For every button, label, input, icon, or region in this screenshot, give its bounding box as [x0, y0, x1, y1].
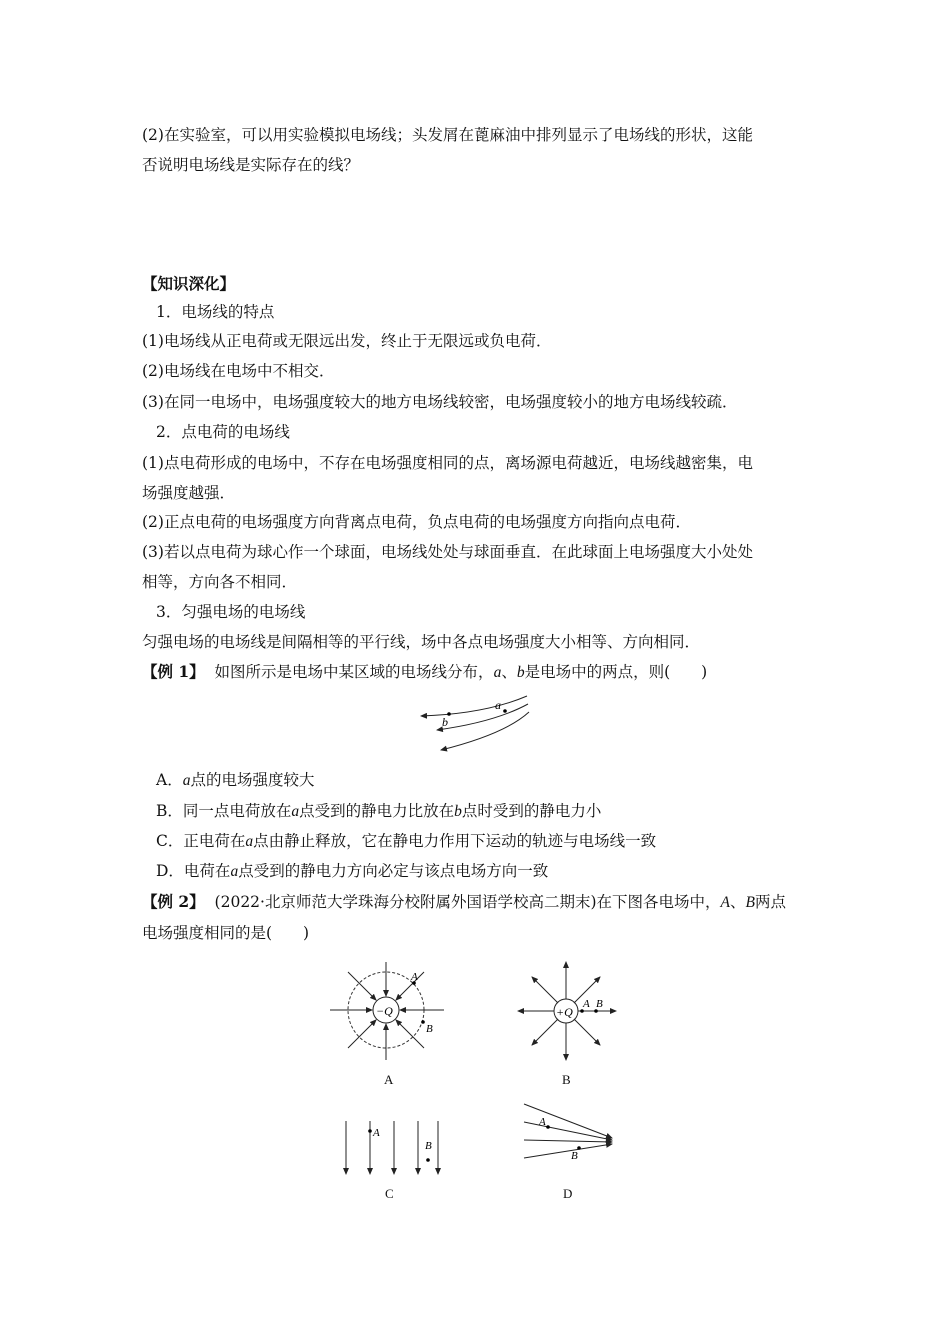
field-line-1	[524, 1104, 612, 1138]
field-line-4	[524, 1144, 612, 1158]
label-A: A	[539, 1116, 546, 1128]
label-A: A	[373, 1127, 380, 1139]
point-2-2: (2)正点电荷的电场强度方向背离点电荷，负点电荷的电场强度方向指向点电荷．	[142, 513, 691, 531]
point-A	[368, 1129, 372, 1133]
label-b: b	[442, 715, 448, 729]
label-B: B	[426, 1023, 433, 1035]
example-2-stem: 【例 2】 (2022·北京师范大学珠海分校附属外国语学校高二期末)在下图各电场中，A、B两点	[142, 892, 786, 911]
positive-charge-diagram	[510, 958, 628, 1064]
option-d[interactable]: D．电荷在a点受到的静电力方向必定与该点电场方向一致	[156, 862, 549, 880]
heading-2: 2．点电荷的电场线	[156, 423, 290, 441]
question-2-line-1: (2)在实验室，可以用实验模拟电场线；头发屑在蓖麻油中排列显示了电场线的形状，这能	[142, 126, 753, 144]
caption-a: A	[384, 1072, 394, 1087]
question-2-line-2: 否说明电场线是实际存在的线？	[142, 156, 360, 174]
example-1-tag: 【例 1】	[142, 662, 205, 681]
section-title: 【知识深化】	[142, 274, 236, 293]
example-2-source: (2022·北京师范大学珠海分校附属外国语学校高二期末)在下图各电场中，	[214, 893, 721, 911]
figure-c	[338, 1118, 448, 1180]
point-A	[546, 1125, 550, 1129]
field-line-top-right	[396, 972, 424, 1000]
point-B	[421, 1020, 425, 1024]
field-lines-diagram	[415, 692, 535, 754]
field-line-up-left	[532, 977, 558, 1003]
option-b[interactable]: B．同一点电荷放在a点受到的静电力比放在b点时受到的静电力小	[156, 802, 602, 820]
caption-d: D	[563, 1186, 573, 1201]
label-B: B	[425, 1140, 432, 1152]
charge-label: −Q	[376, 1004, 393, 1018]
heading-1: 1．电场线的特点	[156, 303, 275, 321]
figure-b	[510, 958, 628, 1064]
point-2-3a: (3)若以点电荷为球心作一个球面，电场线处处与球面垂直．在此球面上电场强度大小处处	[142, 543, 753, 561]
var-b: b	[516, 664, 525, 681]
caption-b: B	[562, 1072, 571, 1087]
point-1-3: (3)在同一电场中，电场强度较大的地方电场线较密，电场强度较小的地方电场线较疏．	[142, 393, 738, 411]
label-B: B	[596, 998, 603, 1010]
converging-field-diagram	[520, 1100, 620, 1168]
example-1-figure	[415, 692, 535, 754]
field-line-3	[441, 712, 529, 750]
option-c[interactable]: C．正电荷在a点由静止释放，它在静电力作用下运动的轨迹与电场线一致	[156, 832, 657, 850]
charge-label: +Q	[556, 1005, 573, 1019]
sep: 、	[501, 663, 517, 681]
uniform-field-diagram	[338, 1118, 448, 1180]
point-2-1a: (1)点电荷形成的电场中，不存在电场强度相同的点，离场源电荷越近，电场线越密集，电	[142, 454, 753, 472]
field-line-bottom-left	[348, 1020, 376, 1048]
example-1-stem-pre: 如图所示是电场中某区域的电场线分布，	[214, 663, 494, 681]
field-line-1	[421, 696, 527, 716]
example-2-tag: 【例 2】	[142, 892, 205, 911]
field-line-2	[524, 1122, 612, 1140]
heading-3: 3．匀强电场的电场线	[156, 603, 306, 621]
example-1-stem	[142, 661, 707, 684]
label-B: B	[571, 1150, 578, 1162]
field-line-3	[524, 1140, 612, 1142]
point-2-1b: 场强度越强．	[142, 484, 236, 502]
label-A: A	[411, 971, 418, 983]
field-line-down-right	[574, 1019, 600, 1045]
example-1-stem-post: 是电场中的两点，则( )	[524, 663, 708, 681]
field-line-bottom-right	[396, 1020, 424, 1048]
point-2-3b: 相等，方向各不相同．	[142, 573, 298, 591]
field-line-2	[437, 704, 528, 730]
field-line-top-left	[348, 972, 376, 1000]
var-a: a	[493, 664, 502, 681]
label-A: A	[583, 998, 590, 1010]
example-2-line-2: 电场强度相同的是( )	[142, 924, 310, 942]
point-1-1: (1)电场线从正电荷或无限远出发，终止于无限远或负电荷．	[142, 332, 552, 350]
field-line-down-left	[532, 1019, 558, 1045]
figure-d	[520, 1100, 620, 1168]
point-B	[577, 1146, 581, 1150]
point-3-1: 匀强电场的电场线是间隔相等的平行线，场中各点电场强度大小相等、方向相同．	[142, 633, 701, 651]
negative-charge-diagram	[320, 960, 450, 1070]
figure-a	[320, 960, 450, 1070]
point-1-2: (2)电场线在电场中不相交．	[142, 362, 335, 380]
point-a	[503, 709, 507, 713]
label-a: a	[495, 698, 501, 712]
caption-c: C	[385, 1186, 394, 1201]
point-B	[426, 1158, 430, 1162]
option-a[interactable]: A．a点的电场强度较大	[156, 771, 315, 789]
